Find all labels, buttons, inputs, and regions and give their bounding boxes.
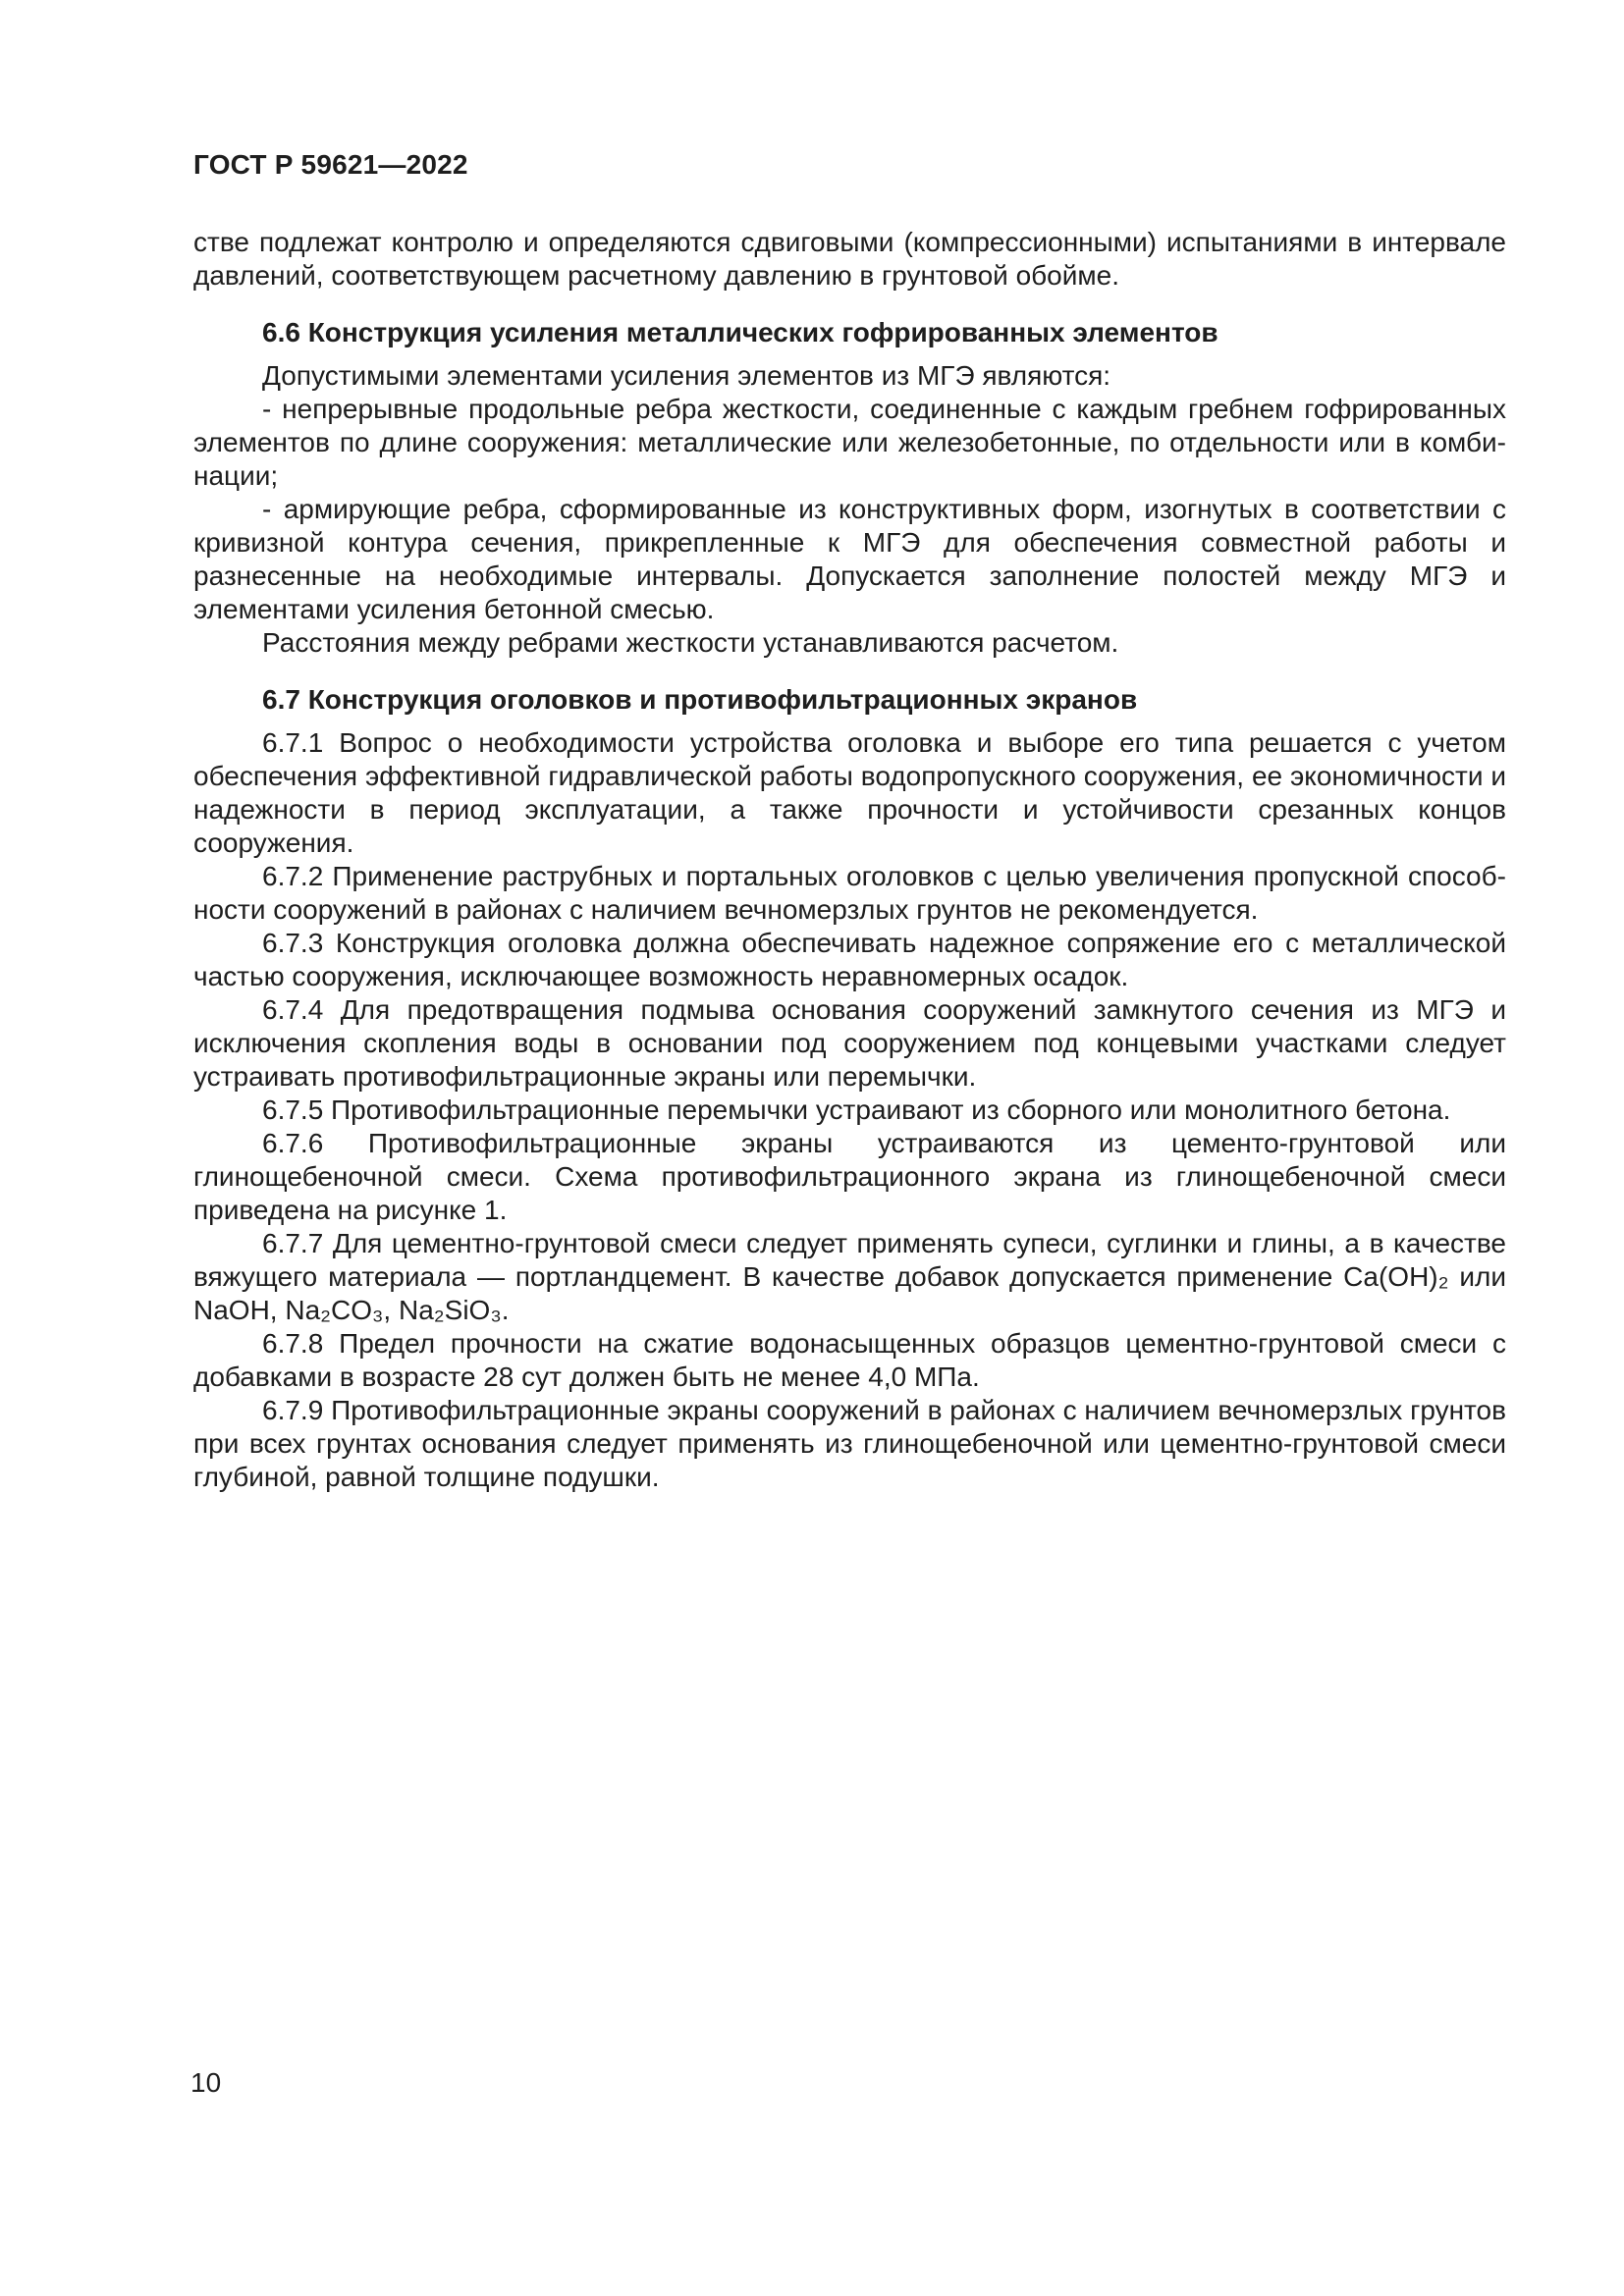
section-heading: 6.7 Конструкция оголовков и противофильтрационных экранов — [262, 684, 1138, 715]
paragraph: 6.7.9 Противофильтрационные экраны сооружений в районах с наличием вечномерзлых грунтов при всех грунтах основания следует применять из глинощебеночной или цементно-грунтовой смеси глубиной, равной толщине подушки. — [193, 1395, 1506, 1492]
document-body — [193, 226, 1506, 1494]
paragraph: 6.7.2 Применение раструбных и портальных оголовков с целью увеличения пропускной способности сооружений в районах с наличием вечномерзлых грунтов не рекомендуется. — [193, 861, 1506, 925]
paragraph: 6.7.8 Предел прочности на сжатие водонасыщенных образцов цементно-грунтовой смеси с добавками в возрасте 28 сут должен быть не менее 4,0 МПа. — [193, 1328, 1506, 1392]
paragraph: - армирующие ребра, сформированные из конструктивных форм, изогнутых в соответствии с кривизной контура сечения, прикрепленные к МГЭ для обеспечения совместной работы и разнесенные на необходимые интервалы. Допускается заполнение полостей между МГЭ и элементами усиления бетонной смесью. — [193, 494, 1506, 624]
paragraph: стве подлежат контролю и определяются сдвиговыми (компрессионными) испытаниями в интервале давлений, соответствующем расчетному давлению в грунтовой обойме. — [193, 227, 1506, 291]
paragraph: 6.7.5 Противофильтрационные перемычки устраивают из сборного или монолитного бетона. — [262, 1095, 1451, 1125]
paragraph: 6.7.1 Вопрос о необходимости устройства оголовка и выборе его типа решается с учетом обеспечения эффективной гидравлической работы водопропускного сооружения, ее экономичности и надежности в период эксплуатации, а также прочности и устойчивости срезанных концов сооружения. — [193, 727, 1506, 858]
paragraph: Расстояния между ребрами жесткости устанавливаются расчетом. — [262, 627, 1119, 658]
paragraph: 6.7.6 Противофильтрационные экраны устраиваются из цементо-грунтовой или глинощебеночной смеси. Схема противофильтрационного экрана из глинощебеночной смеси приведена на рисунке 1. — [193, 1128, 1506, 1225]
paragraph: 6.7.7 Для цементно-грунтовой смеси следует применять супеси, суглинки и глины, а в качестве вяжущего материала — портландцемент. В качестве добавок допускается применение Ca(OH)₂ или NaOH, Na₂CO₃, Na₂SiO₃. — [193, 1228, 1506, 1325]
paragraph: 6.7.4 Для предотвращения подмыва основания сооружений замкнутого сечения из МГЭ и исключения скопления воды в основании под сооружением под концевыми участками следует устраивать противофильтрационные экраны или перемычки. — [193, 994, 1506, 1092]
paragraph: Допустимыми элементами усиления элементов из МГЭ являются: — [262, 360, 1111, 391]
standard-code: ГОСТ Р 59621—2022 — [193, 149, 468, 180]
paragraph: - непрерывные продольные ребра жесткости, соединенные с каждым гребнем гофрированных элементов по длине сооружения: металлические или железобетонные, по отдельности или в комбинации; — [193, 394, 1506, 491]
paragraph: 6.7.3 Конструкция оголовка должна обеспечивать надежное сопряжение его с металлической частью сооружения, исключающее возможность неравномерных осадок. — [193, 928, 1506, 991]
section-heading: 6.6 Конструкция усиления металлических гофрированных элементов — [262, 317, 1218, 347]
running-header — [193, 148, 468, 182]
page-number: 10 — [190, 2067, 222, 2098]
